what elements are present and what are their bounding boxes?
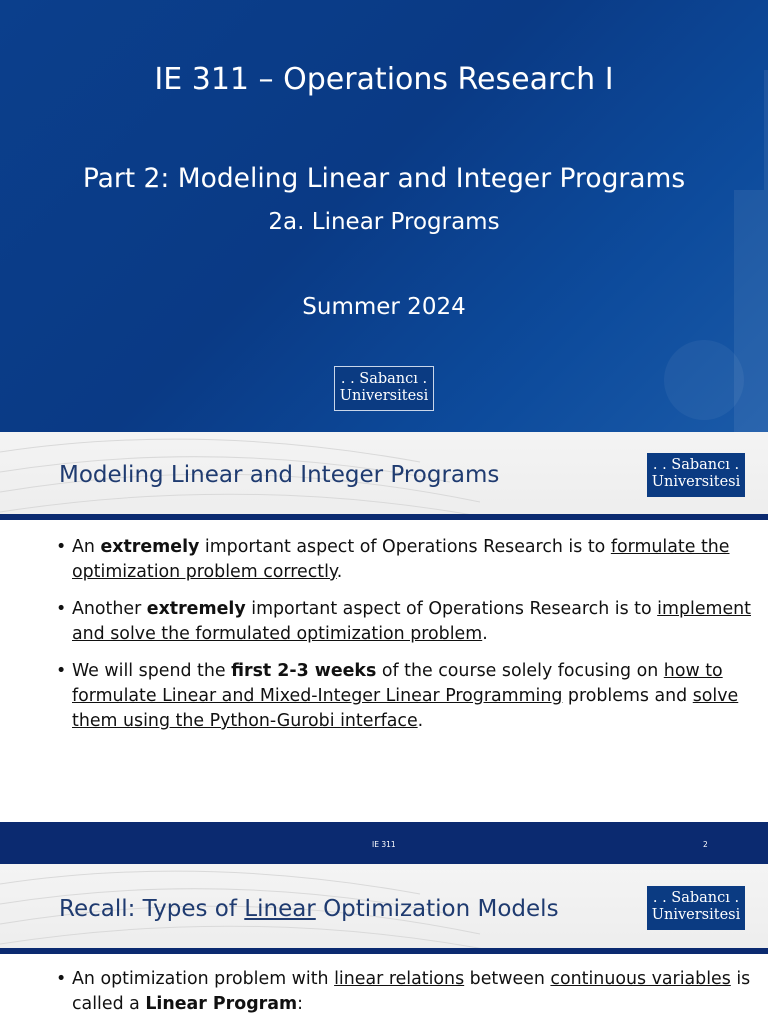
slide-title bbox=[59, 896, 559, 922]
slide-header-band bbox=[0, 432, 768, 520]
bullet-item bbox=[56, 597, 756, 647]
sabanci-logo bbox=[334, 366, 434, 411]
bold-text: extremely bbox=[100, 537, 200, 557]
bold-text: first 2-3 weeks bbox=[231, 661, 377, 681]
subpart-title: 2a. Linear Programs bbox=[268, 209, 500, 235]
logo-line-1: . . Sabancı . bbox=[340, 371, 428, 387]
term-label: Summer 2024 bbox=[302, 294, 466, 320]
logo-line-2: Universitesi bbox=[651, 473, 741, 490]
bullet-icon: • bbox=[56, 969, 67, 989]
underlined-text: formulate the optimization problem correctly bbox=[72, 537, 730, 582]
logo-line-1: . . Sabancı . bbox=[652, 890, 740, 906]
text: We will spend the bbox=[72, 661, 232, 681]
text: An bbox=[72, 537, 101, 557]
text: of the course solely focusing on bbox=[376, 661, 664, 681]
title-slide bbox=[0, 0, 768, 432]
bullet-item bbox=[56, 535, 756, 585]
course-title: IE 311 – Operations Research I bbox=[154, 62, 614, 97]
bullet-item bbox=[56, 659, 756, 734]
bullet-list bbox=[56, 535, 756, 746]
underlined-text: linear relations bbox=[334, 969, 465, 989]
slide-3 bbox=[0, 864, 768, 1024]
underlined-text: Linear bbox=[244, 896, 316, 922]
logo-line-2: Universitesi bbox=[651, 906, 741, 923]
underlined-text: implement and solve the formulated optimization problem bbox=[72, 599, 751, 644]
bold-text: extremely bbox=[146, 599, 246, 619]
logo-line-1: . . Sabancı . bbox=[652, 457, 740, 473]
slide-header-band bbox=[0, 864, 768, 954]
footer-course: IE 311 bbox=[372, 840, 396, 849]
text: An optimization problem with bbox=[72, 969, 335, 989]
text: is called a bbox=[72, 969, 751, 1014]
text: Recall: Types of bbox=[59, 896, 245, 922]
text: : bbox=[297, 994, 303, 1014]
bullet-list bbox=[56, 967, 756, 1024]
text: . bbox=[482, 624, 488, 644]
bold-text: Linear Program bbox=[145, 994, 298, 1014]
text: important aspect of Operations Research is to bbox=[199, 537, 611, 557]
logo-line-2: Universitesi bbox=[339, 388, 429, 404]
sabanci-logo bbox=[647, 453, 745, 497]
part-title: Part 2: Modeling Linear and Integer Programs bbox=[82, 163, 686, 194]
underlined-text: solve them using the Python-Gurobi interface bbox=[72, 686, 739, 731]
text: problems and bbox=[562, 686, 693, 706]
bullet-icon: • bbox=[56, 599, 67, 619]
footer-page-number: 2 bbox=[703, 840, 708, 849]
text: . bbox=[417, 711, 424, 731]
slide-2 bbox=[0, 432, 768, 864]
header-divider bbox=[0, 514, 768, 520]
text: between bbox=[464, 969, 551, 989]
text: important aspect of Operations Research is to bbox=[245, 599, 658, 619]
slide-footer bbox=[0, 822, 768, 864]
slide-title: Modeling Linear and Integer Programs bbox=[59, 462, 500, 488]
underlined-text: continuous variables bbox=[550, 969, 731, 989]
underlined-text: how to formulate Linear and Mixed-Integer Linear Programming bbox=[72, 661, 723, 706]
bullet-icon: • bbox=[56, 537, 67, 557]
text: . bbox=[336, 562, 343, 582]
text: Optimization Models bbox=[315, 896, 559, 922]
text: Another bbox=[72, 599, 147, 619]
bullet-icon: • bbox=[56, 661, 67, 681]
header-divider bbox=[0, 948, 768, 954]
bullet-item bbox=[56, 967, 756, 1017]
sabanci-logo bbox=[647, 886, 745, 930]
